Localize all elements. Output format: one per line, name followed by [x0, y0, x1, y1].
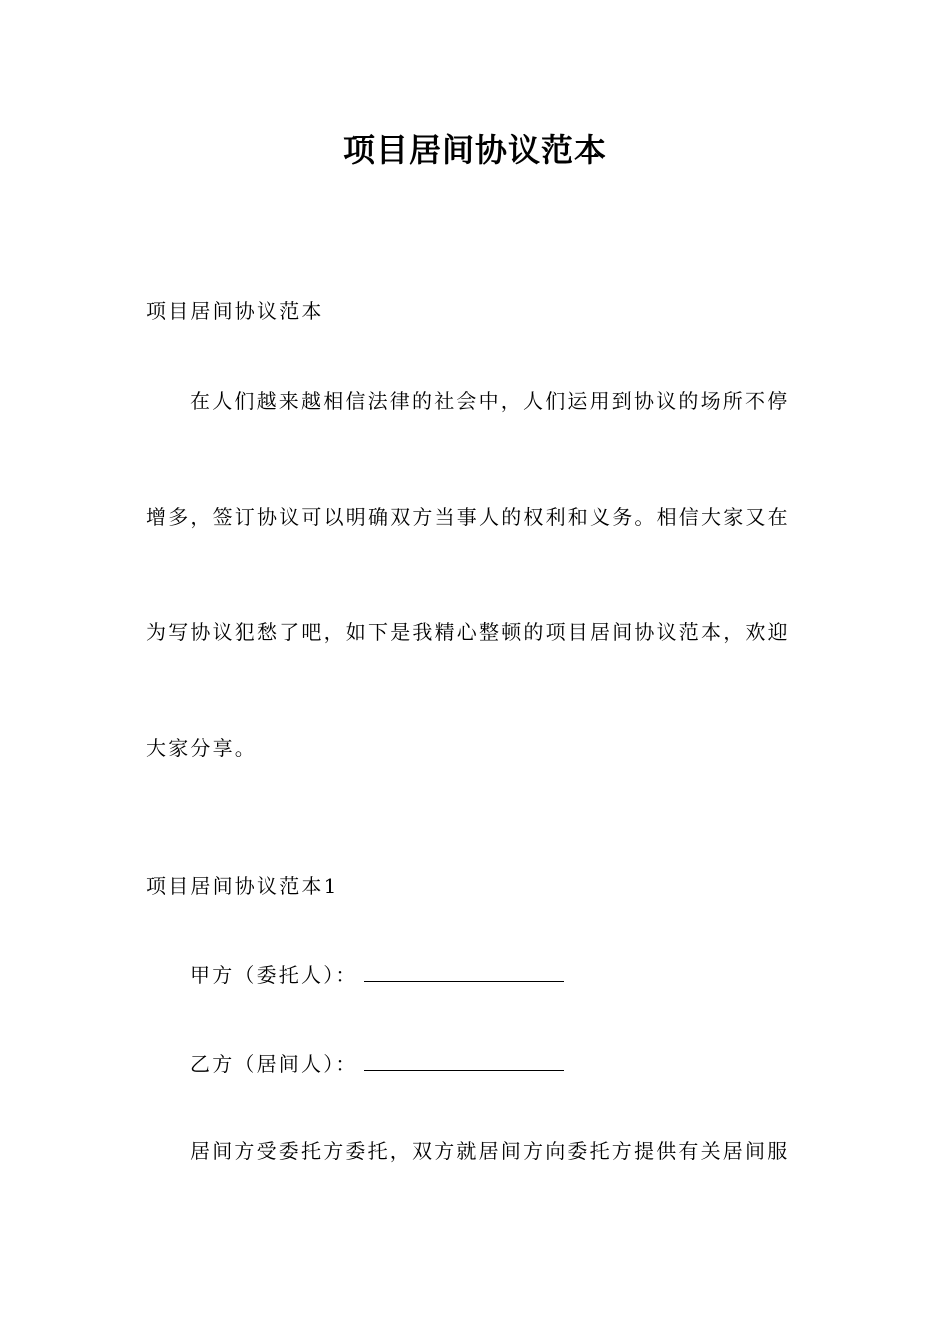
party-a-blank	[364, 963, 564, 982]
party-b-row	[190, 1050, 564, 1078]
intro-line-2: 增多，签订协议可以明确双方当事人的权利和义务。相信大家又在	[146, 505, 790, 529]
section-heading: 项目居间协议范本1	[146, 874, 339, 898]
body-line-1: 居间方受委托方委托，双方就居间方向委托方提供有关居间服	[190, 1139, 790, 1163]
party-b-label: 乙方（居间人）：	[190, 1052, 358, 1076]
intro-line-4: 大家分享。	[146, 736, 257, 760]
party-b-blank	[364, 1052, 564, 1071]
subtitle: 项目居间协议范本	[146, 299, 324, 323]
intro-line-1: 在人们越来越相信法律的社会中，人们运用到协议的场所不停	[190, 389, 790, 413]
document-title: 项目居间协议范本	[342, 131, 607, 169]
party-a-row	[190, 961, 564, 989]
intro-line-3: 为写协议犯愁了吧，如下是我精心整顿的项目居间协议范本，欢迎	[146, 620, 790, 644]
party-a-label: 甲方（委托人）：	[190, 963, 358, 987]
